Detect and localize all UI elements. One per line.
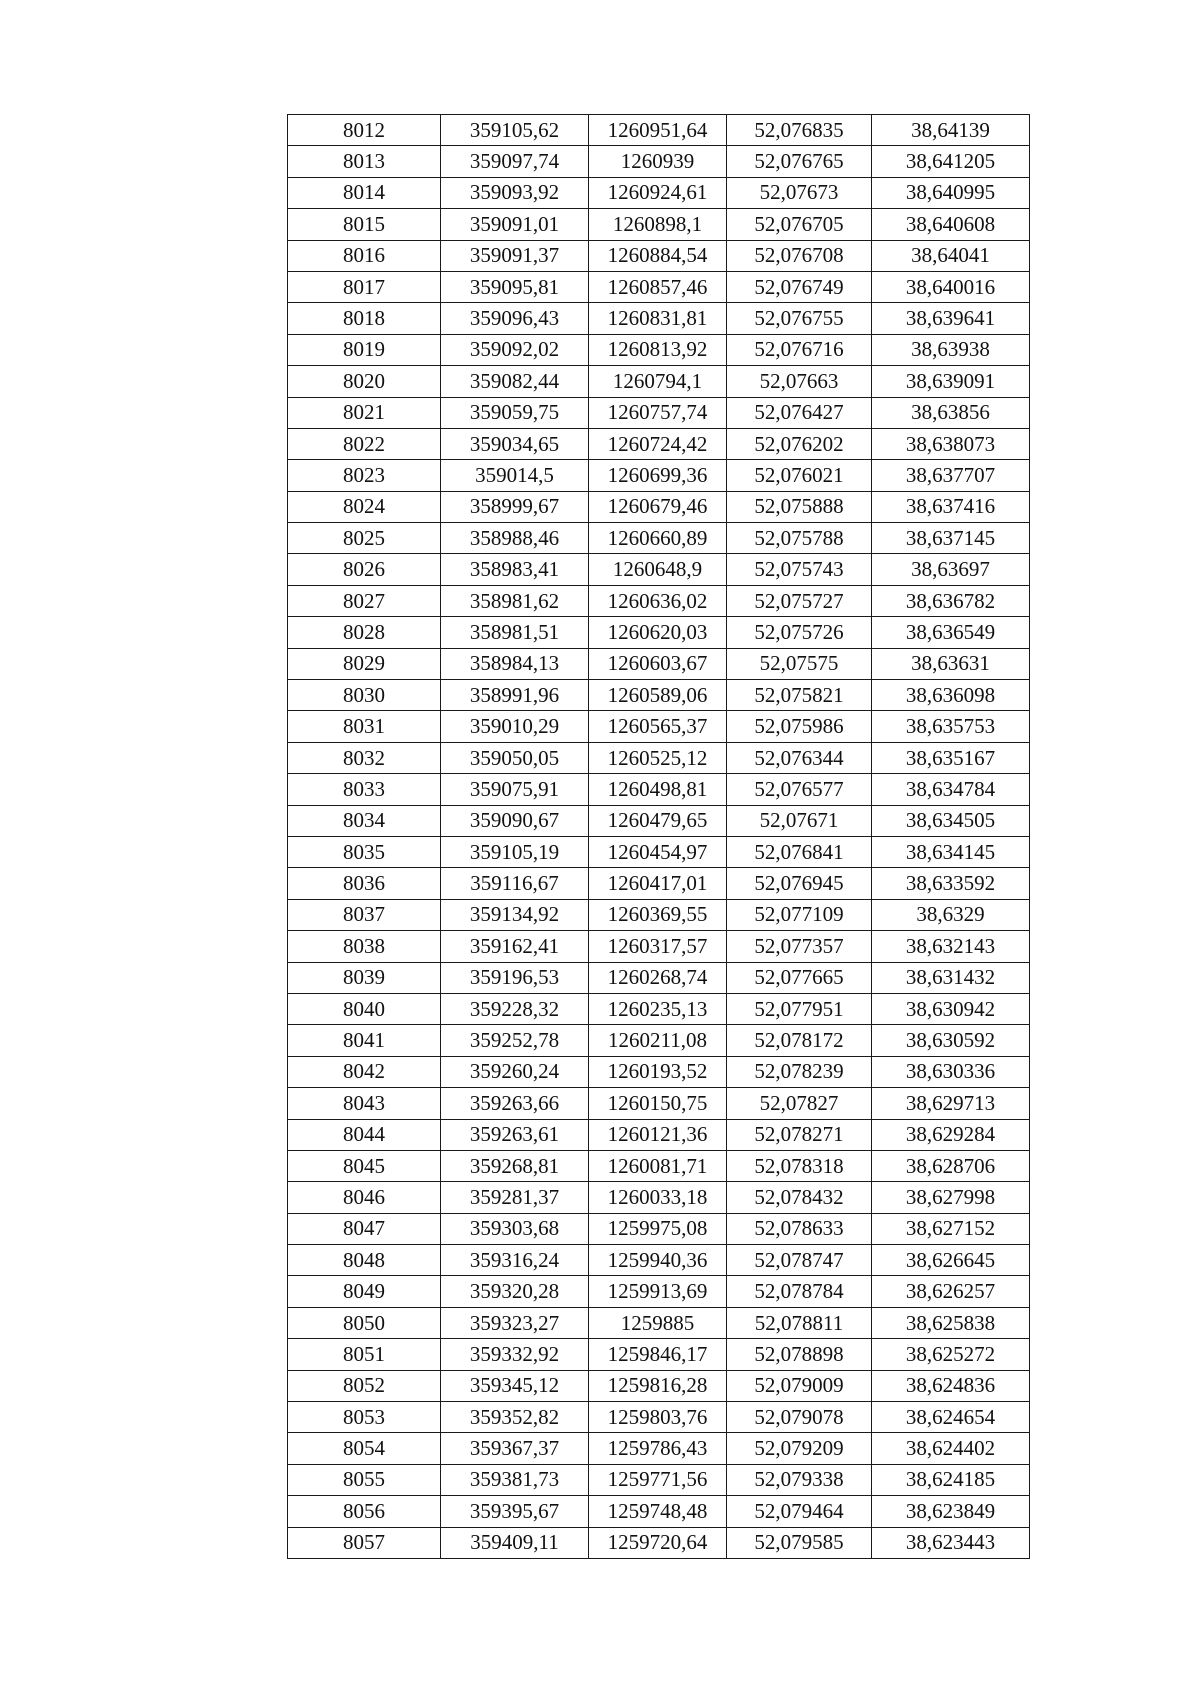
x-coordinate-cell: 359091,37 (441, 240, 589, 271)
latitude-cell: 52,075727 (727, 585, 872, 616)
table-row (288, 177, 1030, 208)
longitude-cell: 38,635753 (872, 711, 1030, 742)
latitude-cell: 52,077665 (727, 962, 872, 993)
latitude-cell: 52,077109 (727, 899, 872, 930)
y-coordinate-cell: 1260150,75 (589, 1088, 727, 1119)
x-coordinate-cell: 359316,24 (441, 1245, 589, 1276)
x-coordinate-cell: 359320,28 (441, 1276, 589, 1307)
table-row (288, 554, 1030, 585)
latitude-cell: 52,075726 (727, 617, 872, 648)
table-row (288, 962, 1030, 993)
latitude-cell: 52,07663 (727, 366, 872, 397)
longitude-cell: 38,623849 (872, 1496, 1030, 1527)
table-row (288, 1339, 1030, 1370)
y-coordinate-cell: 1260679,46 (589, 491, 727, 522)
table-row (288, 648, 1030, 679)
point-number-cell: 8020 (288, 366, 441, 397)
x-coordinate-cell: 358991,96 (441, 680, 589, 711)
x-coordinate-cell: 359268,81 (441, 1150, 589, 1181)
longitude-cell: 38,636782 (872, 585, 1030, 616)
table-row (288, 1276, 1030, 1307)
y-coordinate-cell: 1260813,92 (589, 334, 727, 365)
latitude-cell: 52,076202 (727, 428, 872, 459)
latitude-cell: 52,07827 (727, 1088, 872, 1119)
latitude-cell: 52,076835 (727, 115, 872, 146)
point-number-cell: 8034 (288, 805, 441, 836)
table-row (288, 1464, 1030, 1495)
x-coordinate-cell: 359059,75 (441, 397, 589, 428)
longitude-cell: 38,636098 (872, 680, 1030, 711)
x-coordinate-cell: 359093,92 (441, 177, 589, 208)
point-number-cell: 8047 (288, 1213, 441, 1244)
x-coordinate-cell: 359367,37 (441, 1433, 589, 1464)
table-row (288, 428, 1030, 459)
point-number-cell: 8029 (288, 648, 441, 679)
y-coordinate-cell: 1259771,56 (589, 1464, 727, 1495)
longitude-cell: 38,639641 (872, 303, 1030, 334)
table-row (288, 742, 1030, 773)
longitude-cell: 38,633592 (872, 868, 1030, 899)
table-row (288, 491, 1030, 522)
point-number-cell: 8041 (288, 1025, 441, 1056)
y-coordinate-cell: 1260660,89 (589, 523, 727, 554)
table-row (288, 1150, 1030, 1181)
y-coordinate-cell: 1260589,06 (589, 680, 727, 711)
table-row (288, 585, 1030, 616)
x-coordinate-cell: 359050,05 (441, 742, 589, 773)
table-row (288, 931, 1030, 962)
point-number-cell: 8046 (288, 1182, 441, 1213)
y-coordinate-cell: 1260939 (589, 146, 727, 177)
longitude-cell: 38,627998 (872, 1182, 1030, 1213)
latitude-cell: 52,078633 (727, 1213, 872, 1244)
table-row (288, 1402, 1030, 1433)
y-coordinate-cell: 1260417,01 (589, 868, 727, 899)
point-number-cell: 8031 (288, 711, 441, 742)
table-row (288, 397, 1030, 428)
point-number-cell: 8012 (288, 115, 441, 146)
table-row (288, 1370, 1030, 1401)
latitude-cell: 52,077357 (727, 931, 872, 962)
table-row (288, 1433, 1030, 1464)
point-number-cell: 8033 (288, 774, 441, 805)
longitude-cell: 38,63631 (872, 648, 1030, 679)
coordinate-table-body (288, 115, 1030, 1559)
y-coordinate-cell: 1260857,46 (589, 271, 727, 302)
y-coordinate-cell: 1260369,55 (589, 899, 727, 930)
longitude-cell: 38,630336 (872, 1056, 1030, 1087)
latitude-cell: 52,076708 (727, 240, 872, 271)
x-coordinate-cell: 359303,68 (441, 1213, 589, 1244)
x-coordinate-cell: 359075,91 (441, 774, 589, 805)
x-coordinate-cell: 359196,53 (441, 962, 589, 993)
longitude-cell: 38,641205 (872, 146, 1030, 177)
y-coordinate-cell: 1260699,36 (589, 460, 727, 491)
x-coordinate-cell: 359105,62 (441, 115, 589, 146)
y-coordinate-cell: 1260525,12 (589, 742, 727, 773)
y-coordinate-cell: 1260724,42 (589, 428, 727, 459)
longitude-cell: 38,635167 (872, 742, 1030, 773)
y-coordinate-cell: 1259913,69 (589, 1276, 727, 1307)
y-coordinate-cell: 1260317,57 (589, 931, 727, 962)
longitude-cell: 38,625838 (872, 1307, 1030, 1338)
latitude-cell: 52,076716 (727, 334, 872, 365)
latitude-cell: 52,078271 (727, 1119, 872, 1150)
point-number-cell: 8050 (288, 1307, 441, 1338)
longitude-cell: 38,629284 (872, 1119, 1030, 1150)
point-number-cell: 8045 (288, 1150, 441, 1181)
y-coordinate-cell: 1259975,08 (589, 1213, 727, 1244)
y-coordinate-cell: 1259803,76 (589, 1402, 727, 1433)
latitude-cell: 52,076749 (727, 271, 872, 302)
latitude-cell: 52,076755 (727, 303, 872, 334)
x-coordinate-cell: 359034,65 (441, 428, 589, 459)
x-coordinate-cell: 359332,92 (441, 1339, 589, 1370)
table-row (288, 303, 1030, 334)
table-row (288, 805, 1030, 836)
latitude-cell: 52,076344 (727, 742, 872, 773)
latitude-cell: 52,079009 (727, 1370, 872, 1401)
x-coordinate-cell: 359281,37 (441, 1182, 589, 1213)
table-row (288, 1527, 1030, 1558)
y-coordinate-cell: 1260648,9 (589, 554, 727, 585)
longitude-cell: 38,634784 (872, 774, 1030, 805)
y-coordinate-cell: 1260211,08 (589, 1025, 727, 1056)
latitude-cell: 52,075986 (727, 711, 872, 742)
latitude-cell: 52,079078 (727, 1402, 872, 1433)
point-number-cell: 8057 (288, 1527, 441, 1558)
point-number-cell: 8044 (288, 1119, 441, 1150)
point-number-cell: 8021 (288, 397, 441, 428)
point-number-cell: 8026 (288, 554, 441, 585)
table-row (288, 836, 1030, 867)
x-coordinate-cell: 359105,19 (441, 836, 589, 867)
latitude-cell: 52,076765 (727, 146, 872, 177)
y-coordinate-cell: 1260831,81 (589, 303, 727, 334)
longitude-cell: 38,630592 (872, 1025, 1030, 1056)
table-row (288, 899, 1030, 930)
table-row (288, 523, 1030, 554)
point-number-cell: 8037 (288, 899, 441, 930)
point-number-cell: 8022 (288, 428, 441, 459)
x-coordinate-cell: 359323,27 (441, 1307, 589, 1338)
longitude-cell: 38,640995 (872, 177, 1030, 208)
y-coordinate-cell: 1260565,37 (589, 711, 727, 742)
y-coordinate-cell: 1260924,61 (589, 177, 727, 208)
table-row (288, 1119, 1030, 1150)
point-number-cell: 8015 (288, 209, 441, 240)
table-row (288, 680, 1030, 711)
point-number-cell: 8048 (288, 1245, 441, 1276)
table-row (288, 366, 1030, 397)
table-row (288, 774, 1030, 805)
y-coordinate-cell: 1260479,65 (589, 805, 727, 836)
point-number-cell: 8056 (288, 1496, 441, 1527)
point-number-cell: 8024 (288, 491, 441, 522)
point-number-cell: 8032 (288, 742, 441, 773)
x-coordinate-cell: 359116,67 (441, 868, 589, 899)
y-coordinate-cell: 1259885 (589, 1307, 727, 1338)
longitude-cell: 38,630942 (872, 993, 1030, 1024)
table-row (288, 209, 1030, 240)
point-number-cell: 8042 (288, 1056, 441, 1087)
longitude-cell: 38,640608 (872, 209, 1030, 240)
y-coordinate-cell: 1260498,81 (589, 774, 727, 805)
x-coordinate-cell: 359090,67 (441, 805, 589, 836)
table-row (288, 271, 1030, 302)
longitude-cell: 38,638073 (872, 428, 1030, 459)
y-coordinate-cell: 1260951,64 (589, 115, 727, 146)
x-coordinate-cell: 358984,13 (441, 648, 589, 679)
point-number-cell: 8025 (288, 523, 441, 554)
latitude-cell: 52,076705 (727, 209, 872, 240)
point-number-cell: 8040 (288, 993, 441, 1024)
latitude-cell: 52,07673 (727, 177, 872, 208)
latitude-cell: 52,076577 (727, 774, 872, 805)
table-row (288, 1496, 1030, 1527)
longitude-cell: 38,640016 (872, 271, 1030, 302)
latitude-cell: 52,075821 (727, 680, 872, 711)
latitude-cell: 52,078432 (727, 1182, 872, 1213)
table-row (288, 1056, 1030, 1087)
longitude-cell: 38,64139 (872, 115, 1030, 146)
x-coordinate-cell: 359092,02 (441, 334, 589, 365)
y-coordinate-cell: 1260121,36 (589, 1119, 727, 1150)
x-coordinate-cell: 359097,74 (441, 146, 589, 177)
latitude-cell: 52,075888 (727, 491, 872, 522)
y-coordinate-cell: 1260268,74 (589, 962, 727, 993)
x-coordinate-cell: 359134,92 (441, 899, 589, 930)
x-coordinate-cell: 358983,41 (441, 554, 589, 585)
longitude-cell: 38,626645 (872, 1245, 1030, 1276)
longitude-cell: 38,624402 (872, 1433, 1030, 1464)
x-coordinate-cell: 359352,82 (441, 1402, 589, 1433)
point-number-cell: 8052 (288, 1370, 441, 1401)
x-coordinate-cell: 358999,67 (441, 491, 589, 522)
point-number-cell: 8019 (288, 334, 441, 365)
x-coordinate-cell: 359091,01 (441, 209, 589, 240)
table-row (288, 1182, 1030, 1213)
latitude-cell: 52,078239 (727, 1056, 872, 1087)
longitude-cell: 38,631432 (872, 962, 1030, 993)
point-number-cell: 8017 (288, 271, 441, 302)
point-number-cell: 8051 (288, 1339, 441, 1370)
y-coordinate-cell: 1259748,48 (589, 1496, 727, 1527)
longitude-cell: 38,625272 (872, 1339, 1030, 1370)
point-number-cell: 8043 (288, 1088, 441, 1119)
x-coordinate-cell: 358988,46 (441, 523, 589, 554)
longitude-cell: 38,624185 (872, 1464, 1030, 1495)
point-number-cell: 8049 (288, 1276, 441, 1307)
point-number-cell: 8027 (288, 585, 441, 616)
longitude-cell: 38,632143 (872, 931, 1030, 962)
table-row (288, 711, 1030, 742)
longitude-cell: 38,637416 (872, 491, 1030, 522)
table-row (288, 460, 1030, 491)
x-coordinate-cell: 359263,66 (441, 1088, 589, 1119)
point-number-cell: 8055 (288, 1464, 441, 1495)
x-coordinate-cell: 359409,11 (441, 1527, 589, 1558)
longitude-cell: 38,624654 (872, 1402, 1030, 1433)
x-coordinate-cell: 359345,12 (441, 1370, 589, 1401)
y-coordinate-cell: 1259786,43 (589, 1433, 727, 1464)
table-row (288, 1025, 1030, 1056)
table-row (288, 868, 1030, 899)
table-row (288, 1088, 1030, 1119)
table-row (288, 1213, 1030, 1244)
longitude-cell: 38,637707 (872, 460, 1030, 491)
x-coordinate-cell: 359252,78 (441, 1025, 589, 1056)
longitude-cell: 38,623443 (872, 1527, 1030, 1558)
latitude-cell: 52,078784 (727, 1276, 872, 1307)
y-coordinate-cell: 1259816,28 (589, 1370, 727, 1401)
latitude-cell: 52,076021 (727, 460, 872, 491)
latitude-cell: 52,076945 (727, 868, 872, 899)
point-number-cell: 8030 (288, 680, 441, 711)
y-coordinate-cell: 1260033,18 (589, 1182, 727, 1213)
y-coordinate-cell: 1260235,13 (589, 993, 727, 1024)
longitude-cell: 38,63938 (872, 334, 1030, 365)
x-coordinate-cell: 359010,29 (441, 711, 589, 742)
x-coordinate-cell: 359095,81 (441, 271, 589, 302)
table-row (288, 1245, 1030, 1276)
longitude-cell: 38,63856 (872, 397, 1030, 428)
table-row (288, 617, 1030, 648)
y-coordinate-cell: 1259940,36 (589, 1245, 727, 1276)
y-coordinate-cell: 1259720,64 (589, 1527, 727, 1558)
coordinate-table (287, 114, 1030, 1559)
latitude-cell: 52,078898 (727, 1339, 872, 1370)
latitude-cell: 52,079464 (727, 1496, 872, 1527)
x-coordinate-cell: 359263,61 (441, 1119, 589, 1150)
latitude-cell: 52,078318 (727, 1150, 872, 1181)
longitude-cell: 38,64041 (872, 240, 1030, 271)
x-coordinate-cell: 359014,5 (441, 460, 589, 491)
latitude-cell: 52,077951 (727, 993, 872, 1024)
table-row (288, 1307, 1030, 1338)
y-coordinate-cell: 1260620,03 (589, 617, 727, 648)
point-number-cell: 8039 (288, 962, 441, 993)
y-coordinate-cell: 1260884,54 (589, 240, 727, 271)
y-coordinate-cell: 1260454,97 (589, 836, 727, 867)
y-coordinate-cell: 1260794,1 (589, 366, 727, 397)
latitude-cell: 52,079209 (727, 1433, 872, 1464)
point-number-cell: 8053 (288, 1402, 441, 1433)
longitude-cell: 38,634505 (872, 805, 1030, 836)
y-coordinate-cell: 1260603,67 (589, 648, 727, 679)
point-number-cell: 8023 (288, 460, 441, 491)
latitude-cell: 52,075788 (727, 523, 872, 554)
latitude-cell: 52,079338 (727, 1464, 872, 1495)
x-coordinate-cell: 358981,62 (441, 585, 589, 616)
latitude-cell: 52,07575 (727, 648, 872, 679)
latitude-cell: 52,078811 (727, 1307, 872, 1338)
x-coordinate-cell: 359082,44 (441, 366, 589, 397)
table-row (288, 146, 1030, 177)
x-coordinate-cell: 359260,24 (441, 1056, 589, 1087)
point-number-cell: 8013 (288, 146, 441, 177)
longitude-cell: 38,636549 (872, 617, 1030, 648)
latitude-cell: 52,079585 (727, 1527, 872, 1558)
y-coordinate-cell: 1260636,02 (589, 585, 727, 616)
longitude-cell: 38,637145 (872, 523, 1030, 554)
longitude-cell: 38,6329 (872, 899, 1030, 930)
latitude-cell: 52,076427 (727, 397, 872, 428)
x-coordinate-cell: 359395,67 (441, 1496, 589, 1527)
latitude-cell: 52,078172 (727, 1025, 872, 1056)
longitude-cell: 38,634145 (872, 836, 1030, 867)
table-row (288, 115, 1030, 146)
longitude-cell: 38,628706 (872, 1150, 1030, 1181)
x-coordinate-cell: 359381,73 (441, 1464, 589, 1495)
point-number-cell: 8038 (288, 931, 441, 962)
point-number-cell: 8035 (288, 836, 441, 867)
point-number-cell: 8018 (288, 303, 441, 334)
y-coordinate-cell: 1260757,74 (589, 397, 727, 428)
latitude-cell: 52,078747 (727, 1245, 872, 1276)
table-row (288, 993, 1030, 1024)
latitude-cell: 52,075743 (727, 554, 872, 585)
latitude-cell: 52,07671 (727, 805, 872, 836)
longitude-cell: 38,624836 (872, 1370, 1030, 1401)
longitude-cell: 38,629713 (872, 1088, 1030, 1119)
y-coordinate-cell: 1260898,1 (589, 209, 727, 240)
longitude-cell: 38,63697 (872, 554, 1030, 585)
table-row (288, 240, 1030, 271)
point-number-cell: 8054 (288, 1433, 441, 1464)
latitude-cell: 52,076841 (727, 836, 872, 867)
y-coordinate-cell: 1259846,17 (589, 1339, 727, 1370)
point-number-cell: 8028 (288, 617, 441, 648)
x-coordinate-cell: 359228,32 (441, 993, 589, 1024)
x-coordinate-cell: 358981,51 (441, 617, 589, 648)
point-number-cell: 8036 (288, 868, 441, 899)
point-number-cell: 8016 (288, 240, 441, 271)
longitude-cell: 38,627152 (872, 1213, 1030, 1244)
y-coordinate-cell: 1260081,71 (589, 1150, 727, 1181)
x-coordinate-cell: 359162,41 (441, 931, 589, 962)
longitude-cell: 38,639091 (872, 366, 1030, 397)
point-number-cell: 8014 (288, 177, 441, 208)
table-row (288, 334, 1030, 365)
longitude-cell: 38,626257 (872, 1276, 1030, 1307)
y-coordinate-cell: 1260193,52 (589, 1056, 727, 1087)
x-coordinate-cell: 359096,43 (441, 303, 589, 334)
